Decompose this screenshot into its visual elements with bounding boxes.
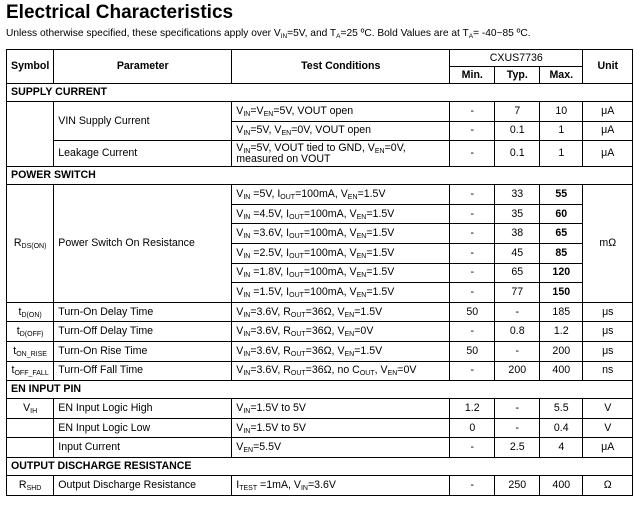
max-cell: 400 [540, 361, 583, 381]
cond-cell: $V_{IN}=V_{EN}=5V$, VOUT open [232, 102, 450, 122]
header-unit: Unit [583, 50, 633, 84]
page-title: Electrical Characteristics [6, 2, 234, 23]
param-cell: Output Discharge Resistance [54, 475, 232, 495]
max-cell: 1 [540, 141, 583, 167]
min-cell: - [450, 102, 495, 122]
min-cell: - [450, 204, 495, 224]
max-cell: 200 [540, 341, 583, 361]
conditions-note: Unless otherwise specified, these specifications apply over $V_{IN}=5V$, and $T_A=25$ ºC. Bold Values are at $T_A=$ -40~85 ºC. [6, 28, 531, 40]
typ-cell: 250 [495, 475, 540, 495]
typ-cell: 0.1 [495, 141, 540, 167]
cond-cell: $V_{IN} =5V$, $I_{OUT}=100mA$, $V_{EN}=1.5V$ [232, 185, 450, 205]
param-cell: Power Switch On Resistance [54, 185, 232, 303]
max-cell: 85 [540, 243, 583, 263]
header-min: Min. [450, 67, 495, 84]
min-cell: - [450, 475, 495, 495]
electrical-characteristics-table [6, 49, 633, 496]
max-cell: 60 [540, 204, 583, 224]
unit-cell: μA [583, 438, 633, 458]
cond-cell: $V_{IN} =1.8V$, $I_{OUT}=100mA$, $V_{EN}=1.5V$ [232, 263, 450, 283]
cond-cell: $V_{IN}=3.6V$, $R_{OUT}=36\Omega$, $V_{EN}=1.5V$ [232, 341, 450, 361]
symbol-cell: $t_{ON\_RISE}$ [7, 341, 54, 361]
param-cell: Turn-Off Delay Time [54, 322, 232, 342]
unit-cell: μs [583, 322, 633, 342]
table-row [7, 302, 633, 322]
param-cell: Leakage Current [54, 141, 232, 167]
symbol-cell [7, 418, 54, 438]
header-part-number: CXUS7736 [450, 50, 583, 67]
unit-cell: μs [583, 302, 633, 322]
param-cell: EN Input Logic Low [54, 418, 232, 438]
header-symbol: Symbol [7, 50, 54, 84]
min-cell: 50 [450, 302, 495, 322]
cond-cell: $V_{IN}=3.6V$, $R_{OUT}=36\Omega$, no $C_{OUT}$, $V_{EN}=0V$ [232, 361, 450, 381]
table-row [7, 418, 633, 438]
min-cell: 1.2 [450, 399, 495, 419]
typ-cell: - [495, 418, 540, 438]
unit-cell: μA [583, 121, 633, 141]
typ-cell: 65 [495, 263, 540, 283]
header-typ: Typ. [495, 67, 540, 84]
cond-cell: $V_{IN}=3.6V$, $R_{OUT}=36\Omega$, $V_{EN}=0V$ [232, 322, 450, 342]
max-cell: 65 [540, 224, 583, 244]
min-cell: - [450, 438, 495, 458]
min-cell: 50 [450, 341, 495, 361]
cond-cell: $V_{IN}=5V$, VOUT tied to GND, $V_{EN}=0V$, measured on VOUT [232, 141, 450, 167]
typ-cell: - [495, 341, 540, 361]
symbol-cell: $R_{DS(ON)}$ [7, 185, 54, 303]
section-supply-current [7, 84, 633, 102]
typ-cell: - [495, 302, 540, 322]
section-title: POWER SWITCH [7, 167, 633, 185]
max-cell: 10 [540, 102, 583, 122]
section-en-input-pin [7, 381, 633, 399]
cond-cell: $V_{IN} =4.5V$, $I_{OUT}=100mA$, $V_{EN}=1.5V$ [232, 204, 450, 224]
param-cell: VIN Supply Current [54, 102, 232, 141]
typ-cell: 7 [495, 102, 540, 122]
min-cell: - [450, 141, 495, 167]
table-row [7, 361, 633, 381]
table-row [7, 185, 633, 205]
param-cell: Input Current [54, 438, 232, 458]
cond-cell: $V_{IN} =3.6V$, $I_{OUT}=100mA$, $V_{EN}=1.5V$ [232, 224, 450, 244]
unit-cell: ns [583, 361, 633, 381]
unit-cell: V [583, 399, 633, 419]
cond-cell: $I_{TEST} =1mA$, $V_{IN}=3.6V$ [232, 475, 450, 495]
max-cell: 55 [540, 185, 583, 205]
max-cell: 1.2 [540, 322, 583, 342]
cond-cell: $V_{IN}=1.5V$ to 5V [232, 399, 450, 419]
cond-cell: $V_{IN}=5V$, $V_{EN}=0V$, VOUT open [232, 121, 450, 141]
typ-cell: 0.1 [495, 121, 540, 141]
max-cell: 0.4 [540, 418, 583, 438]
table-row [7, 102, 633, 122]
typ-cell: 38 [495, 224, 540, 244]
table-row [7, 341, 633, 361]
typ-cell: 77 [495, 283, 540, 303]
param-cell: Turn-On Delay Time [54, 302, 232, 322]
min-cell: - [450, 185, 495, 205]
symbol-cell [7, 438, 54, 458]
min-cell: - [450, 322, 495, 342]
typ-cell: 33 [495, 185, 540, 205]
max-cell: 150 [540, 283, 583, 303]
header-parameter: Parameter [54, 50, 232, 84]
cond-cell: $V_{IN}=1.5V$ to 5V [232, 418, 450, 438]
table-row [7, 475, 633, 495]
typ-cell: 2.5 [495, 438, 540, 458]
symbol-cell: $V_{IH}$ [7, 399, 54, 419]
header-max: Max. [540, 67, 583, 84]
unit-cell: Ω [583, 475, 633, 495]
table-row [7, 438, 633, 458]
min-cell: - [450, 283, 495, 303]
min-cell: - [450, 361, 495, 381]
max-cell: 120 [540, 263, 583, 283]
cond-cell: $V_{IN}=3.6V$, $R_{OUT}=36\Omega$, $V_{EN}=1.5V$ [232, 302, 450, 322]
unit-cell: V [583, 418, 633, 438]
max-cell: 4 [540, 438, 583, 458]
unit-cell: μA [583, 102, 633, 122]
table-row [7, 322, 633, 342]
section-power-switch [7, 167, 633, 185]
header-row [7, 50, 633, 67]
min-cell: - [450, 121, 495, 141]
header-test-conditions: Test Conditions [232, 50, 450, 84]
characteristics-table-wrapper [6, 49, 633, 496]
param-cell: Turn-Off Fall Time [54, 361, 232, 381]
min-cell: - [450, 224, 495, 244]
min-cell: - [450, 243, 495, 263]
min-cell: 0 [450, 418, 495, 438]
section-title: OUTPUT DISCHARGE RESISTANCE [7, 457, 633, 475]
typ-cell: - [495, 399, 540, 419]
unit-cell: μA [583, 141, 633, 167]
section-output-discharge [7, 457, 633, 475]
symbol-cell: $t_{OFF\_FALL}$ [7, 361, 54, 381]
symbol-cell: $t_{D(OFF)}$ [7, 322, 54, 342]
unit-cell: mΩ [583, 185, 633, 303]
min-cell: - [450, 263, 495, 283]
unit-cell: μs [583, 341, 633, 361]
max-cell: 1 [540, 121, 583, 141]
section-title: SUPPLY CURRENT [7, 84, 633, 102]
typ-cell: 45 [495, 243, 540, 263]
table-row [7, 141, 633, 167]
cond-cell: $V_{IN} =1.5V$, $I_{OUT}=100mA$, $V_{EN}=1.5V$ [232, 283, 450, 303]
max-cell: 185 [540, 302, 583, 322]
param-cell: EN Input Logic High [54, 399, 232, 419]
param-cell: Turn-On Rise Time [54, 341, 232, 361]
max-cell: 400 [540, 475, 583, 495]
symbol-cell [7, 102, 54, 167]
symbol-cell: $R_{SHD}$ [7, 475, 54, 495]
cond-cell: $V_{EN}=5.5V$ [232, 438, 450, 458]
cond-cell: $V_{IN} =2.5V$, $I_{OUT}=100mA$, $V_{EN}=1.5V$ [232, 243, 450, 263]
typ-cell: 0.8 [495, 322, 540, 342]
symbol-cell: $t_{D(ON)}$ [7, 302, 54, 322]
typ-cell: 200 [495, 361, 540, 381]
max-cell: 5.5 [540, 399, 583, 419]
section-title: EN INPUT PIN [7, 381, 633, 399]
typ-cell: 35 [495, 204, 540, 224]
table-row [7, 399, 633, 419]
